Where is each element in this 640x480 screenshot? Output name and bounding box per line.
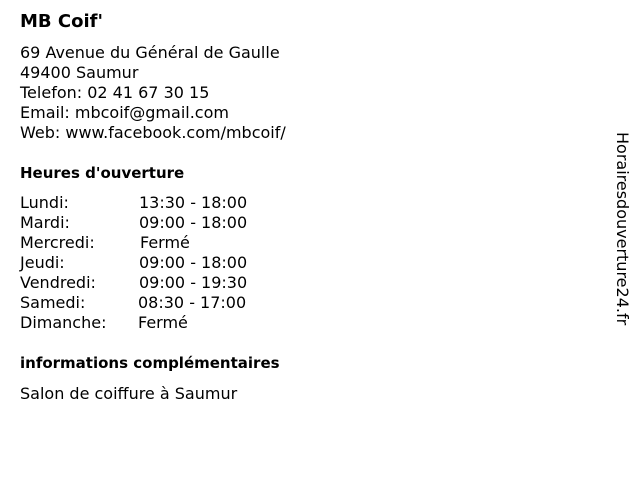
hours-heading: Heures d'ouverture [20, 164, 185, 182]
time-value: 09:00 - 18:00 [139, 213, 248, 232]
contact-block [20, 43, 286, 143]
day-label: Mardi: [20, 213, 70, 232]
day-label: Dimanche: [20, 313, 107, 332]
site-watermark [611, 132, 635, 372]
day-label: Samedi: [20, 293, 86, 312]
day-label: Jeudi: [20, 253, 65, 272]
time-value: 13:30 - 18:00 [139, 193, 248, 212]
address-street: 69 Avenue du Général de Gaulle [20, 43, 280, 62]
info-text: Salon de coiffure à Saumur [20, 384, 238, 403]
day-label: Vendredi: [20, 273, 96, 292]
time-value: 08:30 - 17:00 [138, 293, 247, 312]
web-line: Web: www.facebook.com/mbcoif/ [20, 123, 286, 142]
email-line: Email: mbcoif@gmail.com [20, 103, 229, 122]
address-city: 49400 Saumur [20, 63, 139, 82]
phone-line: Telefon: 02 41 67 30 15 [20, 83, 210, 102]
info-heading: informations complémentaires [20, 354, 280, 372]
business-name: MB Coif' [20, 11, 103, 32]
day-label: Mercredi: [20, 233, 95, 252]
day-label: Lundi: [20, 193, 69, 212]
time-value: 09:00 - 18:00 [139, 253, 248, 272]
time-value: Fermé [140, 233, 190, 252]
watermark-text: Horairesdouverture24.fr [613, 132, 632, 326]
time-value: Fermé [138, 313, 188, 332]
time-value: 09:00 - 19:30 [139, 273, 248, 292]
